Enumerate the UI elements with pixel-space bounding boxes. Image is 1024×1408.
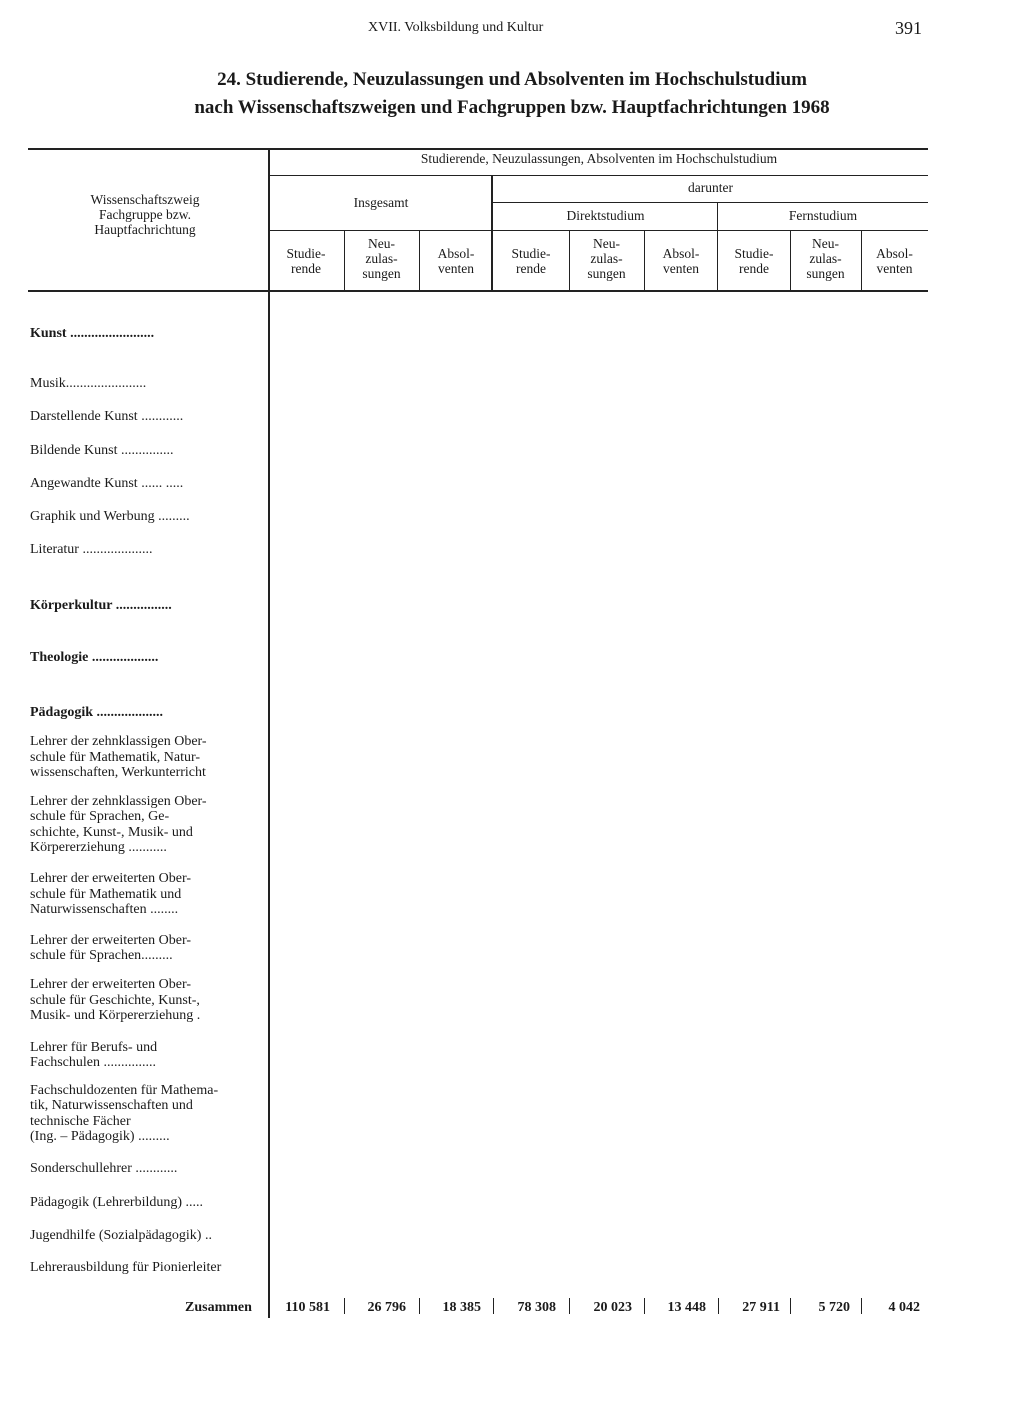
column-header [569, 236, 644, 281]
total-cell: 78 308 [517, 1300, 556, 1315]
row-label [30, 650, 158, 666]
row-label-line: technische Fächer [30, 1113, 131, 1129]
total-cell: 18 385 [442, 1300, 481, 1315]
row-label [30, 933, 191, 964]
row-label-line: Kunst ........................ [30, 326, 155, 341]
stub-header-line: Wissenschaftszweig [90, 192, 200, 207]
header-direktstudium: Direktstudium [566, 208, 645, 223]
total-cell: 26 796 [367, 1300, 406, 1315]
page-number: 391 [895, 18, 922, 38]
row-label-line: Jugendhilfe (Sozialpädagogik) .. [30, 1228, 212, 1243]
row-label-line: Lehrer der erweiterten Ober- [30, 932, 192, 948]
row-label [30, 376, 146, 392]
column-header-line: rende [291, 261, 321, 276]
row-label-line: Angewandte Kunst ...... ..... [30, 476, 184, 491]
row-label-line: Körpererziehung ........... [30, 840, 167, 855]
total-vrule-5 [718, 1298, 719, 1314]
row-label [30, 509, 190, 525]
table-title [0, 66, 1024, 122]
row-label-line: Fachschuldozenten für Mathema- [30, 1082, 219, 1098]
row-label-line: Fachschulen ............... [30, 1055, 156, 1070]
row-label [30, 794, 207, 856]
row-label-line: Graphik und Werbung ......... [30, 509, 190, 524]
header-fernstudium: Fernstudium [788, 208, 858, 223]
column-header [644, 246, 718, 276]
column-header-line: sungen [587, 266, 626, 281]
column-header-line: Absol- [437, 246, 475, 261]
row-label-line: Darstellende Kunst ............ [30, 409, 184, 424]
column-header-line: venten [438, 261, 474, 276]
header-top: Studierende, Neuzulassungen, Absolventen im Hochschulstudium [420, 151, 778, 166]
column-header-line: Studie- [734, 246, 774, 261]
running-head [0, 18, 1024, 42]
column-header-line: venten [663, 261, 699, 276]
header-insgesamt: Insgesamt [353, 195, 409, 210]
column-header-line: Neu- [368, 236, 395, 251]
row-label-line: Pädagogik ................... [30, 705, 164, 720]
row-label-line: schule für Sprachen, Ge- [30, 809, 170, 824]
column-header-line: Studie- [286, 246, 326, 261]
row-label-line: Lehrer der erweiterten Ober- [30, 977, 192, 992]
row-label [30, 598, 172, 614]
chapter-title: XVII. Volksbildung und Kultur [368, 20, 544, 35]
row-label-line: Lehrer der erweiterten Ober- [30, 871, 192, 886]
row-label [30, 409, 183, 425]
stub-header-line: Fachgruppe bzw. [98, 207, 192, 222]
column-header [493, 246, 569, 276]
total-cell: 5 720 [818, 1300, 850, 1315]
column-header-line: zulas- [365, 251, 398, 266]
row-label-line: Musik....................... [30, 376, 147, 391]
column-header-line: zulas- [590, 251, 623, 266]
table-title-line-1: 24. Studierende, Neuzulassungen und Absolventen im Hochschulstudium [217, 69, 807, 90]
rule-top [28, 148, 928, 150]
column-header-line: Absol- [876, 246, 913, 261]
total-cell: 4 042 [888, 1300, 920, 1315]
total-vrule-0 [344, 1298, 345, 1314]
total-cell: 110 581 [285, 1300, 330, 1315]
column-header-line: zulas- [809, 251, 842, 266]
column-header-line: sungen [362, 266, 401, 281]
column-header-line: sungen [806, 266, 845, 281]
column-header [268, 246, 344, 276]
total-vrule-4 [644, 1298, 645, 1314]
column-header-line: rende [739, 261, 769, 276]
total-vrule-7 [861, 1298, 862, 1314]
row-label-line: Musik- und Körpererziehung . [30, 1008, 201, 1023]
row-label-line: Lehrerausbildung für Pionierleiter [30, 1260, 222, 1275]
header-darunter: darunter [688, 180, 733, 195]
table-title-line-2: nach Wissenschaftszweigen und Fachgruppen bzw. Hauptfachrichtungen 1968 [194, 97, 830, 118]
rule-under-darunter [493, 202, 928, 203]
column-header-line: Neu- [812, 236, 839, 251]
row-label [30, 1083, 218, 1145]
row-label [30, 1040, 157, 1071]
row-label [30, 977, 200, 1024]
rule-head-bottom [28, 290, 928, 292]
row-label-line: Bildende Kunst ............... [30, 443, 174, 458]
row-label-line: schichte, Kunst-, Musik- und [30, 824, 193, 840]
rule-under-subgroups [268, 230, 928, 231]
column-header [790, 236, 861, 281]
row-label-line: schule für Sprachen......... [30, 948, 173, 963]
row-label-line: Pädagogik (Lehrerbildung) ..... [30, 1195, 204, 1210]
row-label-line: tik, Naturwissenschaften und [30, 1098, 193, 1113]
row-label-line: wissenschaften, Werkunterricht [30, 765, 206, 780]
stub-header [40, 192, 250, 237]
column-header [718, 246, 790, 276]
row-label-line: schule für Mathematik und [30, 886, 182, 902]
column-header [344, 236, 419, 281]
row-label [30, 705, 163, 721]
row-label-line: Literatur .................... [30, 542, 153, 557]
row-label [30, 443, 174, 459]
row-label-line: Lehrer der zehnklassigen Ober- [30, 793, 207, 809]
column-header-line: Absol- [662, 246, 700, 261]
column-header [419, 246, 493, 276]
row-label [30, 542, 152, 558]
row-label [30, 1161, 177, 1177]
row-label-line: (Ing. – Pädagogik) ......... [30, 1129, 170, 1144]
column-header [861, 246, 928, 276]
total-cell: 20 023 [593, 1300, 632, 1315]
row-label-line: Lehrer der zehnklassigen Ober- [30, 734, 207, 749]
row-label-line: Naturwissenschaften ........ [30, 902, 179, 917]
vrule-stub [268, 148, 270, 1318]
row-label [30, 1260, 221, 1276]
column-header-line: venten [876, 261, 913, 276]
stub-header-line: Hauptfachrichtung [94, 222, 196, 237]
row-label [30, 326, 154, 342]
row-label [30, 734, 207, 781]
column-header-line: Neu- [593, 236, 620, 251]
total-vrule-2 [493, 1298, 494, 1314]
total-vrule-6 [790, 1298, 791, 1314]
rule-under-top-header [268, 175, 928, 176]
total-cell: 27 911 [742, 1300, 780, 1315]
total-vrule-1 [419, 1298, 420, 1314]
row-label-line: schule für Geschichte, Kunst-, [30, 992, 200, 1008]
row-label [30, 476, 183, 492]
column-header-line: Studie- [511, 246, 551, 261]
row-label [30, 871, 191, 918]
row-label-line: Theologie ................... [30, 650, 159, 665]
row-label-line: Körperkultur ................ [30, 598, 172, 613]
row-label [30, 1195, 203, 1211]
column-header-line: rende [516, 261, 546, 276]
total-vrule-3 [569, 1298, 570, 1314]
row-label-line: schule für Mathematik, Natur- [30, 749, 200, 765]
row-label-line: Lehrer für Berufs- und [30, 1039, 158, 1055]
row-label [30, 1228, 212, 1244]
row-label-line: Sonderschullehrer ............ [30, 1161, 178, 1176]
total-label: Zusammen [185, 1300, 252, 1315]
total-cell: 13 448 [667, 1300, 706, 1315]
